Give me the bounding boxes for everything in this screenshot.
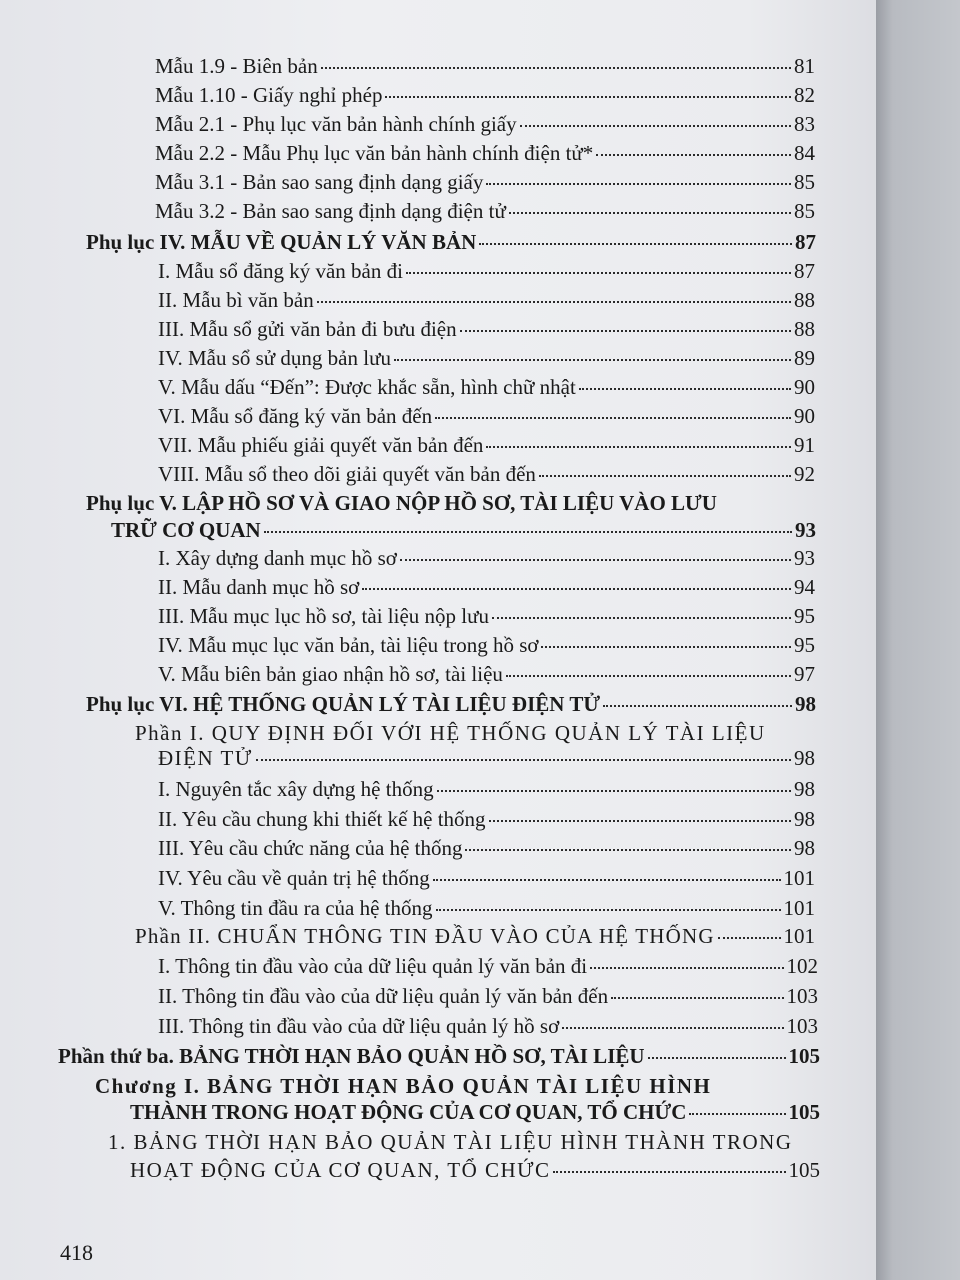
toc-entry-page: 90 — [794, 375, 815, 399]
toc-entry-label: Mẫu 1.10 - Giấy nghỉ phép — [155, 83, 383, 107]
toc-entry — [155, 110, 815, 138]
toc-entry-page: 95 — [794, 604, 815, 628]
toc-entry-page: 98 — [794, 777, 815, 801]
toc-entry — [158, 402, 815, 430]
toc-entry — [155, 81, 815, 109]
toc-entry-page: 83 — [794, 112, 815, 136]
toc-entry-label: III. Mẫu mục lục hồ sơ, tài liệu nộp lưu — [158, 604, 490, 628]
toc-entry-label: 1. BẢNG THỜI HẠN BẢO QUẢN TÀI LIỆU HÌNH THÀNH TRONG — [108, 1130, 793, 1154]
toc-entry — [158, 431, 815, 459]
toc-heading — [86, 690, 816, 718]
toc-entry — [158, 775, 815, 803]
toc-entry-page: 105 — [788, 1044, 820, 1068]
toc-entry-label: VIII. Mẫu sổ theo dõi giải quyết văn bản đến — [158, 462, 536, 486]
toc-entry-page: 101 — [783, 866, 815, 890]
toc-entry-page: 93 — [794, 546, 815, 570]
toc-entry — [158, 1012, 818, 1040]
toc-heading — [111, 516, 816, 544]
toc-entry-page: 89 — [794, 346, 815, 370]
page-number: 418 — [60, 1240, 93, 1265]
toc-heading-label: THÀNH TRONG HOẠT ĐỘNG CỦA CƠ QUAN, TỔ CHỨC — [130, 1100, 687, 1124]
toc-heading-label: TRỮ CƠ QUAN — [111, 518, 261, 542]
toc-entry-label: HOẠT ĐỘNG CỦA CƠ QUAN, TỔ CHỨC — [130, 1158, 551, 1182]
toc-entry-label: II. Yêu cầu chung khi thiết kế hệ thống — [158, 807, 486, 831]
toc-entry-label: II. Mẫu bì văn bản — [158, 288, 314, 312]
toc-entry-page: 102 — [786, 954, 818, 978]
toc-heading-label: Phụ lục V. LẬP HỒ SƠ VÀ GIAO NỘP HỒ SƠ, TÀI LIỆU VÀO LƯU — [86, 491, 717, 515]
adjacent-page-edge — [876, 0, 960, 1280]
toc-entry — [135, 922, 815, 950]
toc-entry — [158, 573, 815, 601]
toc-entry-label: Mẫu 1.9 - Biên bản — [155, 54, 318, 78]
toc-entry — [158, 286, 815, 314]
toc-entry-label: Mẫu 3.1 - Bản sao sang định dạng giấy — [155, 170, 484, 194]
toc-entry-label: Phần II. CHUẨN THÔNG TIN ĐẦU VÀO CỦA HỆ THỐNG — [135, 924, 715, 948]
toc-entry — [158, 864, 815, 892]
toc-entry-label: I. Xây dựng danh mục hồ sơ — [158, 546, 397, 570]
toc-entry-label: VII. Mẫu phiếu giải quyết văn bản đến — [158, 433, 484, 457]
toc-entry — [158, 257, 815, 285]
toc-entry — [158, 631, 815, 659]
toc-heading — [58, 1042, 820, 1070]
toc-entry-page: 98 — [795, 692, 816, 716]
toc-entry-label: II. Thông tin đầu vào của dữ liệu quản lý văn bản đến — [158, 984, 609, 1008]
toc-entry-page: 101 — [783, 896, 815, 920]
toc-heading-label: Phụ lục VI. HỆ THỐNG QUẢN LÝ TÀI LIỆU ĐIỆN TỬ — [86, 692, 601, 716]
toc-entry-label: Mẫu 2.1 - Phụ lục văn bản hành chính giấy — [155, 112, 517, 136]
toc-entry-page: 97 — [794, 662, 815, 686]
toc-entry — [130, 1156, 820, 1184]
toc-entry-page: 103 — [786, 1014, 818, 1038]
toc-entry-label: III. Yêu cầu chức năng của hệ thống — [158, 836, 463, 860]
toc-entry — [158, 315, 815, 343]
toc-entry-label: IV. Yêu cầu về quản trị hệ thống — [158, 866, 430, 890]
toc-heading — [86, 228, 816, 256]
toc-entry-page: 81 — [794, 54, 815, 78]
toc-entry — [158, 660, 815, 688]
toc-entry-page: 90 — [794, 404, 815, 428]
toc-entry-page: 82 — [794, 83, 815, 107]
toc-entry — [158, 744, 815, 772]
toc-entry-page: 87 — [795, 230, 816, 254]
toc-heading-label: Phần thứ ba. BẢNG THỜI HẠN BẢO QUẢN HỒ SƠ, TÀI LIỆU — [58, 1044, 645, 1068]
toc-entry — [155, 197, 815, 225]
toc-entry-page: 88 — [794, 317, 815, 341]
toc-entry — [158, 460, 815, 488]
toc-entry-label: II. Mẫu danh mục hồ sơ — [158, 575, 360, 599]
toc-entry-label: V. Mẫu biên bản giao nhận hồ sơ, tài liệu — [158, 662, 503, 686]
toc-entry-label: VI. Mẫu sổ đăng ký văn bản đến — [158, 404, 433, 428]
toc-entry-label: III. Thông tin đầu vào của dữ liệu quản lý hồ sơ — [158, 1014, 560, 1038]
toc-entry-page: 98 — [794, 746, 815, 770]
toc-entry-label: Mẫu 3.2 - Bản sao sang định dạng điện tử — [155, 199, 506, 223]
toc-entry-label: I. Mẫu sổ đăng ký văn bản đi — [158, 259, 403, 283]
toc-entry-page: 87 — [794, 259, 815, 283]
toc-entry-page: 98 — [794, 807, 815, 831]
toc-entry — [155, 52, 815, 80]
toc-entry-page: 85 — [794, 170, 815, 194]
toc-entry-label: IV. Mẫu mục lục văn bản, tài liệu trong hồ sơ — [158, 633, 539, 657]
toc-entry-page: 93 — [795, 518, 816, 542]
toc-entry-label: V. Thông tin đầu ra của hệ thống — [158, 896, 433, 920]
toc-entry-label: I. Thông tin đầu vào của dữ liệu quản lý văn bản đi — [158, 954, 588, 978]
toc-entry — [158, 952, 818, 980]
toc-entry-page: 94 — [794, 575, 815, 599]
toc-entry — [158, 834, 815, 862]
toc-entry — [158, 982, 818, 1010]
toc-entry — [158, 373, 815, 401]
toc-entry — [155, 139, 815, 167]
toc-entry-label: ĐIỆN TỬ — [158, 746, 253, 770]
toc-heading-label: Chương I. BẢNG THỜI HẠN BẢO QUẢN TÀI LIỆU HÌNH — [95, 1074, 712, 1098]
toc-entry-label: V. Mẫu dấu “Đến”: Được khắc sẵn, hình chữ nhật — [158, 375, 576, 399]
toc-entry-page: 95 — [794, 633, 815, 657]
toc-entry — [158, 602, 815, 630]
toc-entry-page: 84 — [794, 141, 815, 165]
toc-entry-page: 92 — [794, 462, 815, 486]
toc-entry-page: 105 — [788, 1158, 820, 1182]
toc-entry-page: 98 — [794, 836, 815, 860]
toc-heading — [130, 1098, 820, 1126]
toc-entry-page: 91 — [794, 433, 815, 457]
toc-entry-label: Phần I. QUY ĐỊNH ĐỐI VỚI HỆ THỐNG QUẢN LÝ TÀI LIỆU — [135, 721, 766, 745]
toc-entry-page: 103 — [786, 984, 818, 1008]
toc-entry-label: III. Mẫu sổ gửi văn bản đi bưu điện — [158, 317, 457, 341]
toc-entry-page: 105 — [788, 1100, 820, 1124]
toc-entry-label: I. Nguyên tắc xây dựng hệ thống — [158, 777, 434, 801]
toc-heading-label: Phụ lục IV. MẪU VỀ QUẢN LÝ VĂN BẢN — [86, 230, 477, 254]
toc-entry-page: 85 — [794, 199, 815, 223]
toc-entry-label: IV. Mẫu sổ sử dụng bản lưu — [158, 346, 391, 370]
toc-entry — [158, 894, 815, 922]
toc-entry-page: 101 — [783, 924, 815, 948]
toc-entry-page: 88 — [794, 288, 815, 312]
toc-entry — [155, 168, 815, 196]
toc-entry — [158, 805, 815, 833]
toc-entry-label: Mẫu 2.2 - Mẫu Phụ lục văn bản hành chính điện tử* — [155, 141, 594, 165]
toc-entry — [158, 544, 815, 572]
toc-entry — [158, 344, 815, 372]
